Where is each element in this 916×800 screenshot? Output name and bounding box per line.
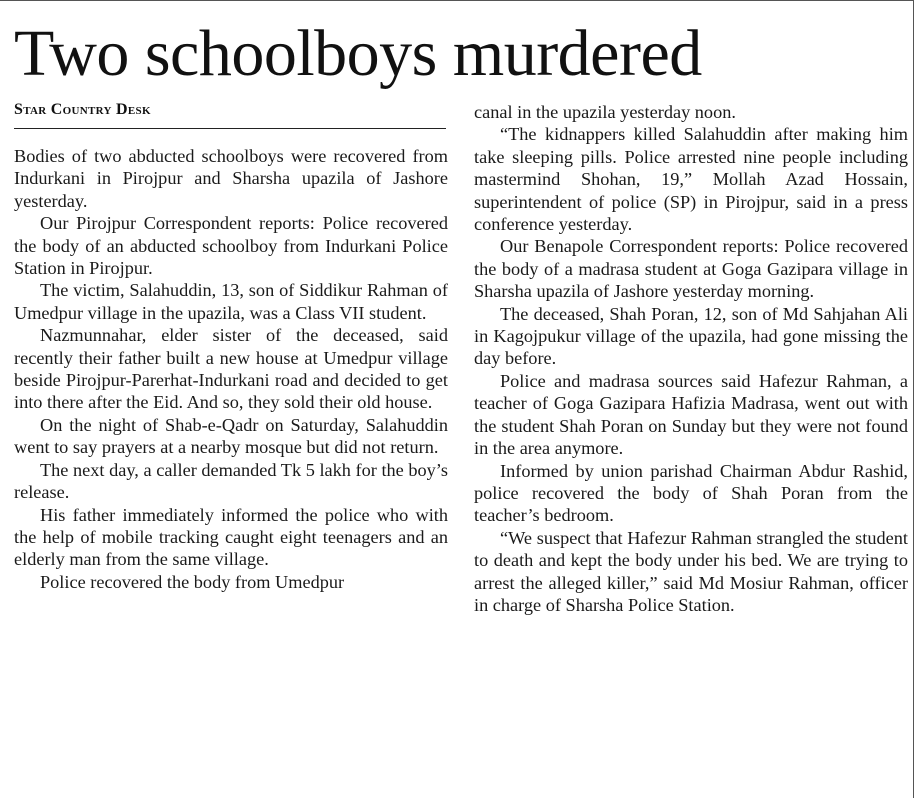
paragraph: “The kidnappers killed Salahuddin after making him take sleeping pills. Police arrested nine people including mastermind Shohan, 19,” Mollah Azad Hossain, superintendent of police (SP) in Pirojpur, said in a press conference yesterday. [474, 124, 908, 235]
paragraph: On the night of Shab-e-Qadr on Saturday, Salahuddin went to say prayers at a nearby mosque but did not return. [14, 414, 448, 458]
paragraph: Bodies of two abducted schoolboys were recovered from Indurkani in Pirojpur and Sharsha upazila of Jashore yesterday. [14, 146, 448, 211]
headline: Two schoolboys murdered [14, 17, 702, 90]
byline: Star Country Desk [14, 100, 446, 129]
paragraph: “We suspect that Hafezur Rahman strangled the student to death and kept the body under his bed. We are trying to arrest the alleged killer,” said Md Mosiur Rahman, officer in charge of Sharsha Police Station. [474, 527, 908, 615]
paragraph: Our Benapole Correspondent reports: Police recovered the body of a madrasa student at Goga Gazipara village in Sharsha upazila of Jashore yesterday morning. [474, 236, 908, 302]
paragraph: The next day, a caller demanded Tk 5 lakh for the boy’s release. [14, 459, 448, 503]
paragraph: The victim, Salahuddin, 13, son of Siddikur Rahman of Umedpur village in the upazila, was a Class VII student. [14, 280, 448, 323]
paragraph: Our Pirojpur Correspondent reports: Police recovered the body of an abducted schoolboy from Indurkani Police Station in Pirojpur. [14, 213, 448, 279]
paragraph: Informed by union parishad Chairman Abdur Rashid, police recovered the body of Shah Poran from the teacher’s bedroom. [474, 460, 908, 526]
right-column [474, 101, 908, 616]
paragraph: His father immediately informed the police who with the help of mobile tracking caught eight teenagers and an elderly man from the same village. [14, 504, 448, 570]
paragraph: Police and madrasa sources said Hafezur Rahman, a teacher of Goga Gazipara Hafizia Madrasa, went out with the student Shah Poran on Sunday but they were not found in the area anymore. [474, 370, 908, 459]
left-column [14, 145, 448, 593]
paragraph: The deceased, Shah Poran, 12, son of Md Sahjahan Ali in Kagojpukur village of the upazila, had gone missing the day before. [474, 303, 908, 369]
paragraph: Nazmunnahar, elder sister of the deceased, said recently their father built a new house at Umedpur village beside Pirojpur-Parerhat-Indurkani road and decided to get into there after the Eid. And so, they sold their old house. [14, 325, 448, 413]
paragraph: Police recovered the body from Umedpur [40, 571, 345, 592]
paragraph: canal in the upazila yesterday noon. [474, 102, 736, 122]
